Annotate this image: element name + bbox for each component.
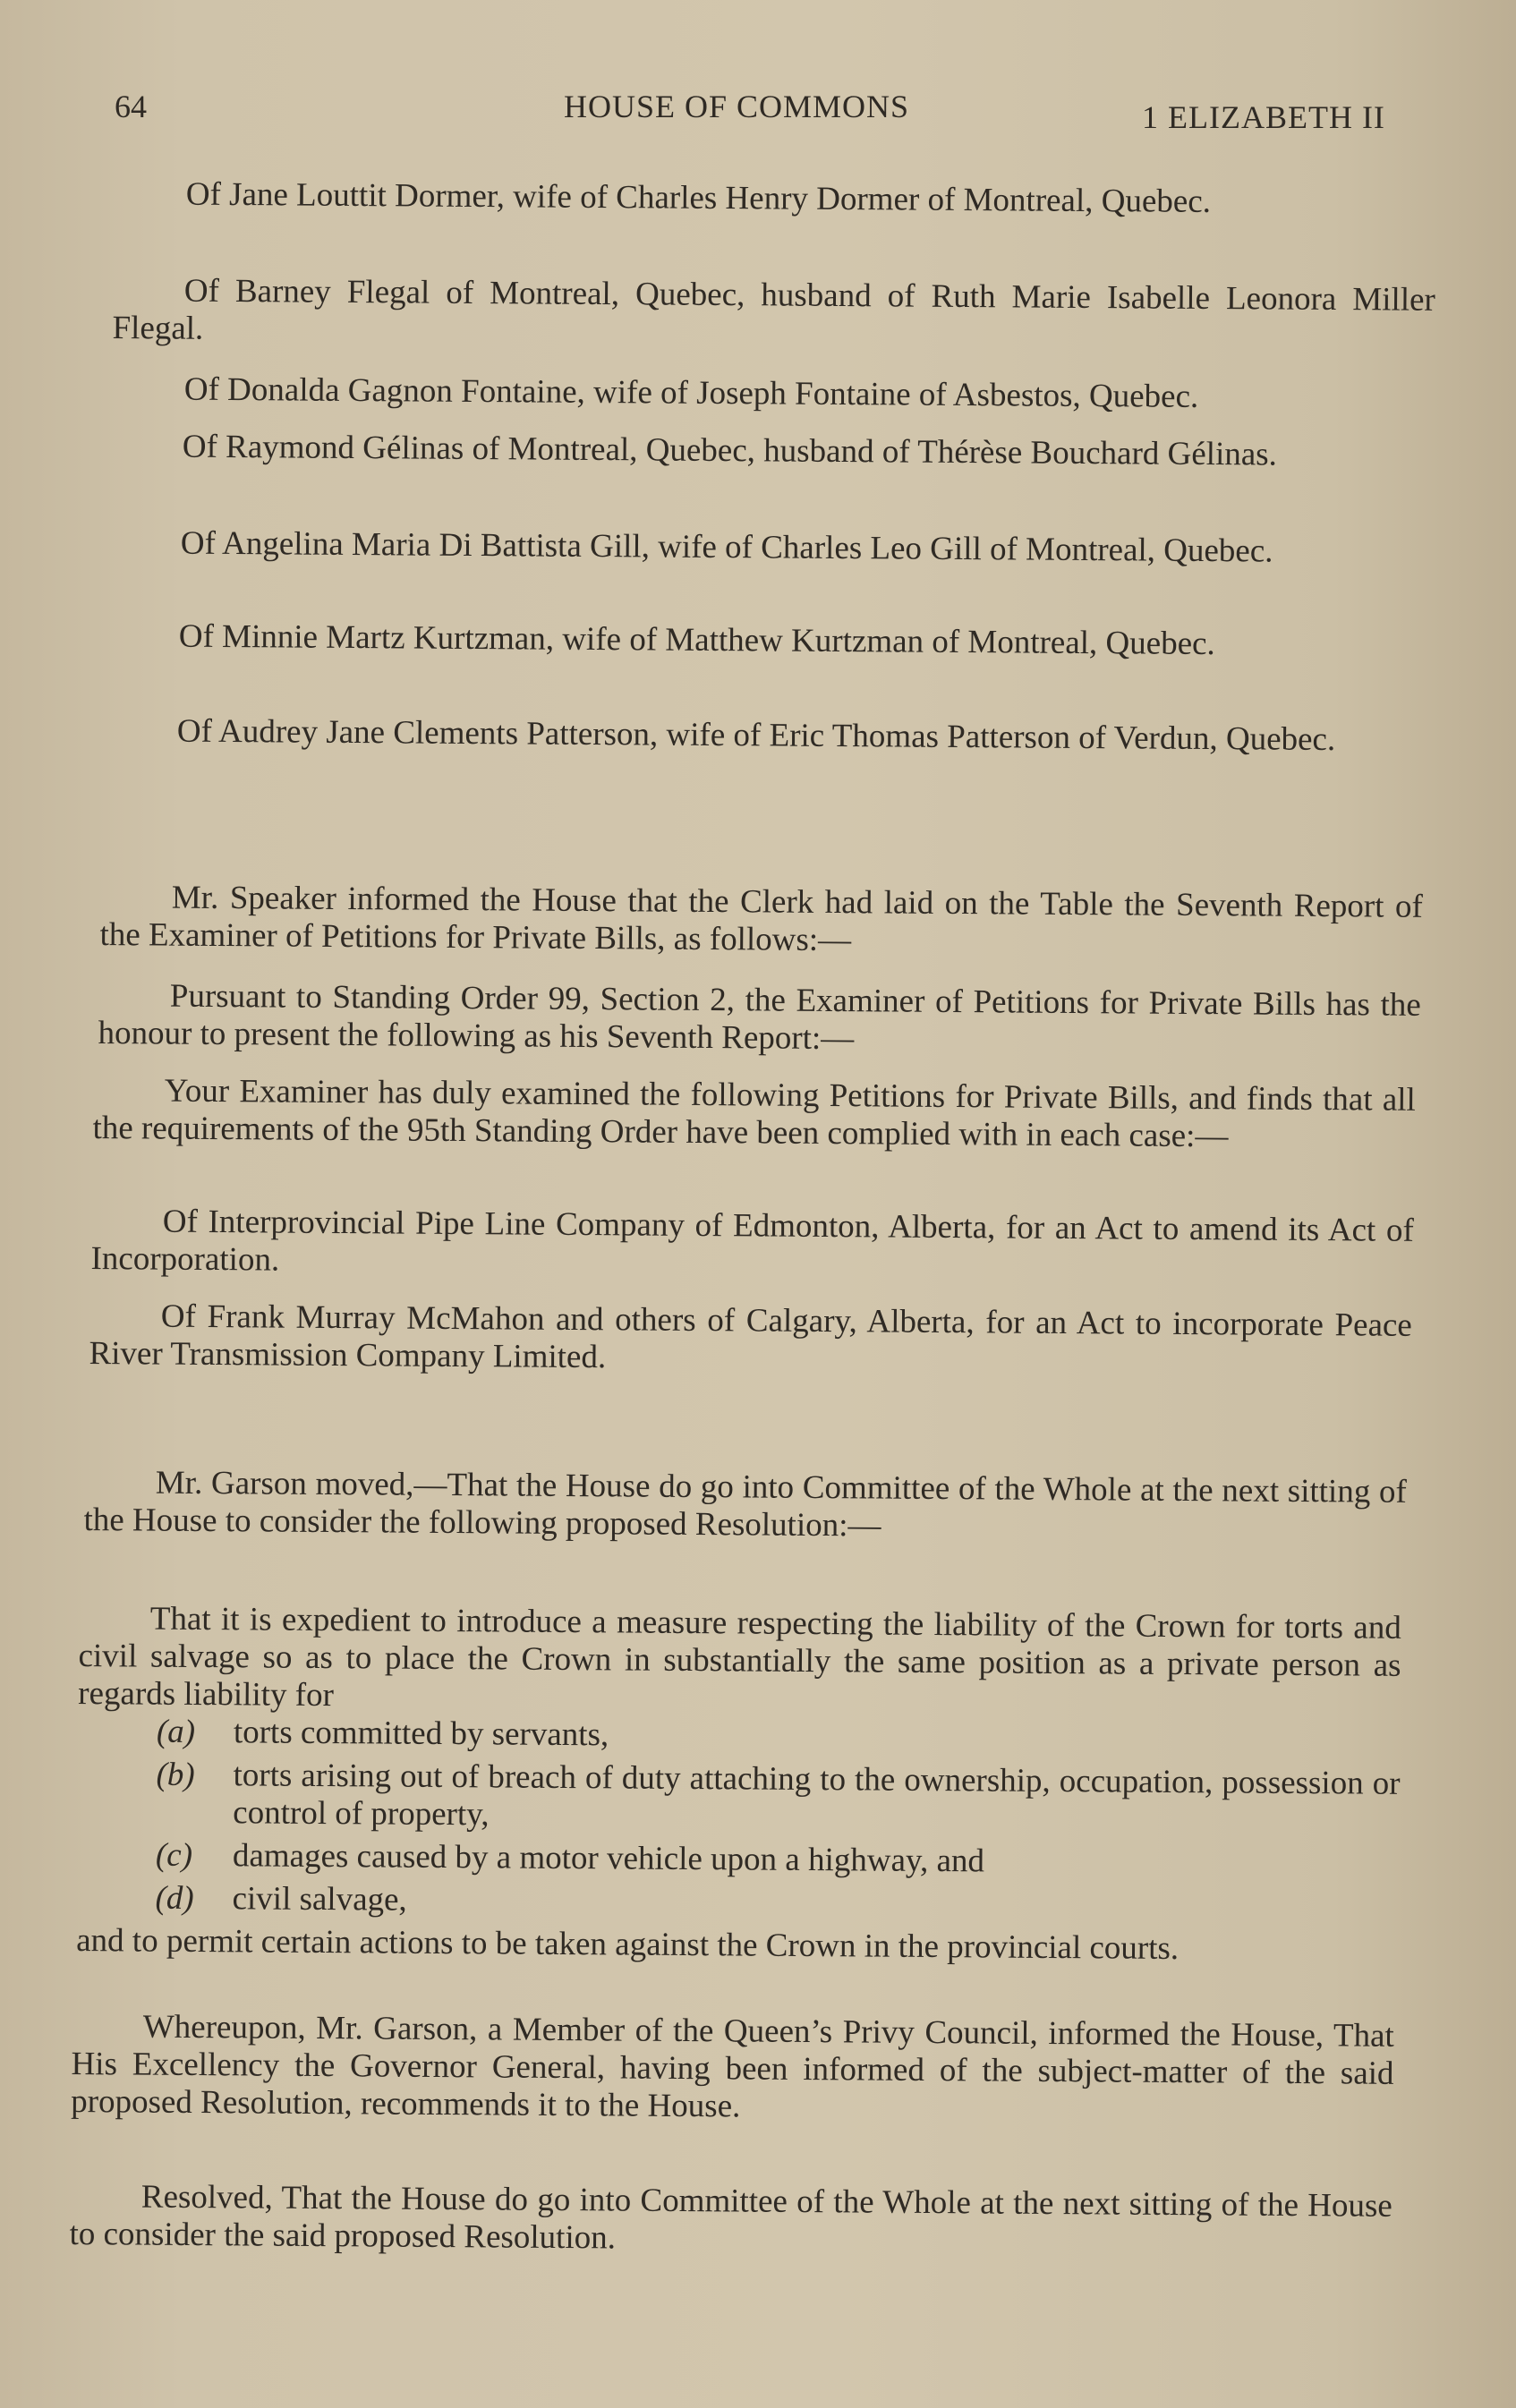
session-label: 1 ELIZABETH II bbox=[1142, 99, 1385, 135]
item-label: (d) bbox=[155, 1879, 194, 1917]
resolution-item bbox=[156, 1757, 1401, 1841]
petition-paragraph: Of Donalda Gagnon Fontaine, wife of Joseph Fontaine of Asbestos, Quebec. bbox=[183, 370, 1199, 415]
resolution-item bbox=[157, 1714, 1401, 1760]
resolved-paragraph: Resolved, That the House do go into Committee of the Whole at the next sitting of the House to consider the said proposed Resolution. bbox=[69, 2178, 1393, 2257]
governor-general-recommendation: Whereupon, Mr. Garson, a Member of the Queen’s Privy Council, informed the House, That His Excellency the Governor General, having been informed of the subject-matter of the said proposed Resolution, recommends it to the House. bbox=[71, 2008, 1394, 2125]
speaker-announcement: Mr. Speaker informed the House that the Clerk had laid on the Table the Seventh Report of the Examiner of Petitions for Private Bills, as follows:— bbox=[99, 879, 1423, 959]
resolution-item bbox=[156, 1837, 1400, 1884]
running-title: HOUSE OF COMMONS bbox=[564, 89, 910, 124]
page-header bbox=[0, 88, 1516, 135]
item-text: torts arising out of breach of duty attaching to the ownership, occupation, possession or control of property, bbox=[233, 1757, 1401, 1834]
petition-paragraph: Of Audrey Jane Clements Patterson, wife of Eric Thomas Patterson of Verdun, Quebec. bbox=[176, 712, 1336, 759]
item-text: damages caused by a motor vehicle upon a highway, and bbox=[232, 1837, 985, 1880]
report-examined-paragraph: Your Examiner has duly examined the following Petitions for Private Bills, and finds that all the requirements of the 95th Standing Order have been complied with in each case:— bbox=[92, 1072, 1416, 1155]
item-text: civil salvage, bbox=[232, 1880, 407, 1919]
item-label: (b) bbox=[156, 1756, 195, 1793]
resolution-item bbox=[155, 1880, 1399, 1927]
private-bill-petition: Of Interprovincial Pipe Line Company of Edmonton, Alberta, for an Act to amend its Act of Incorporation. bbox=[90, 1203, 1414, 1279]
report-pursuant-paragraph: Pursuant to Standing Order 99, Section 2, the Examiner of Petitions for Private Bills has the honour to present the following as his Seventh Report:— bbox=[98, 977, 1421, 1058]
page-number: 64 bbox=[115, 89, 147, 124]
private-bill-petition: Of Frank Murray McMahon and others of Calgary, Alberta, for an Act to incorporate Peace River Transmission Company Limited. bbox=[89, 1298, 1412, 1376]
garson-motion: Mr. Garson moved,—That the House do go into Committee of the Whole at the next sitting of the House to consider the following proposed Resolution:— bbox=[83, 1464, 1407, 1544]
petition-paragraph: Of Angelina Maria Di Battista Gill, wife of Charles Leo Gill of Montreal, Quebec. bbox=[180, 524, 1273, 570]
resolution-items bbox=[155, 1714, 1401, 1927]
petition-paragraph: Of Minnie Martz Kurtzman, wife of Matthew Kurtzman of Montreal, Quebec. bbox=[178, 617, 1215, 663]
item-text: torts committed by servants, bbox=[233, 1714, 609, 1754]
item-label: (a) bbox=[156, 1713, 196, 1750]
item-label: (c) bbox=[155, 1836, 193, 1874]
petition-paragraph: Of Barney Flegal of Montreal, Quebec, husband of Ruth Marie Isabelle Leonora Miller Flegal. bbox=[112, 272, 1435, 347]
petition-paragraph: Of Jane Louttit Dormer, wife of Charles Henry Dormer of Montreal, Quebec. bbox=[185, 175, 1212, 220]
proposed-resolution: That it is expedient to introduce a measure respecting the liability of the Crown for torts and civil salvage so as to place the Crown in substantially the same position as a private person as regards liability for (a) torts committed by servants, (b) torts arising out of breach of duty attaching to the ownership, occupation, possession or control of property, (c) damages caused by a motor vehicle upon a highway, and (d) civil salvage, and to permit certain actions to be taken against the Crown in the provincial courts. bbox=[76, 1600, 1401, 1970]
petition-paragraph: Of Raymond Gélinas of Montreal, Quebec, husband of Thérèse Bouchard Gélinas. bbox=[182, 428, 1278, 473]
resolution-tail: and to permit certain actions to be taken against the Crown in the provincial courts. bbox=[76, 1921, 1180, 1968]
